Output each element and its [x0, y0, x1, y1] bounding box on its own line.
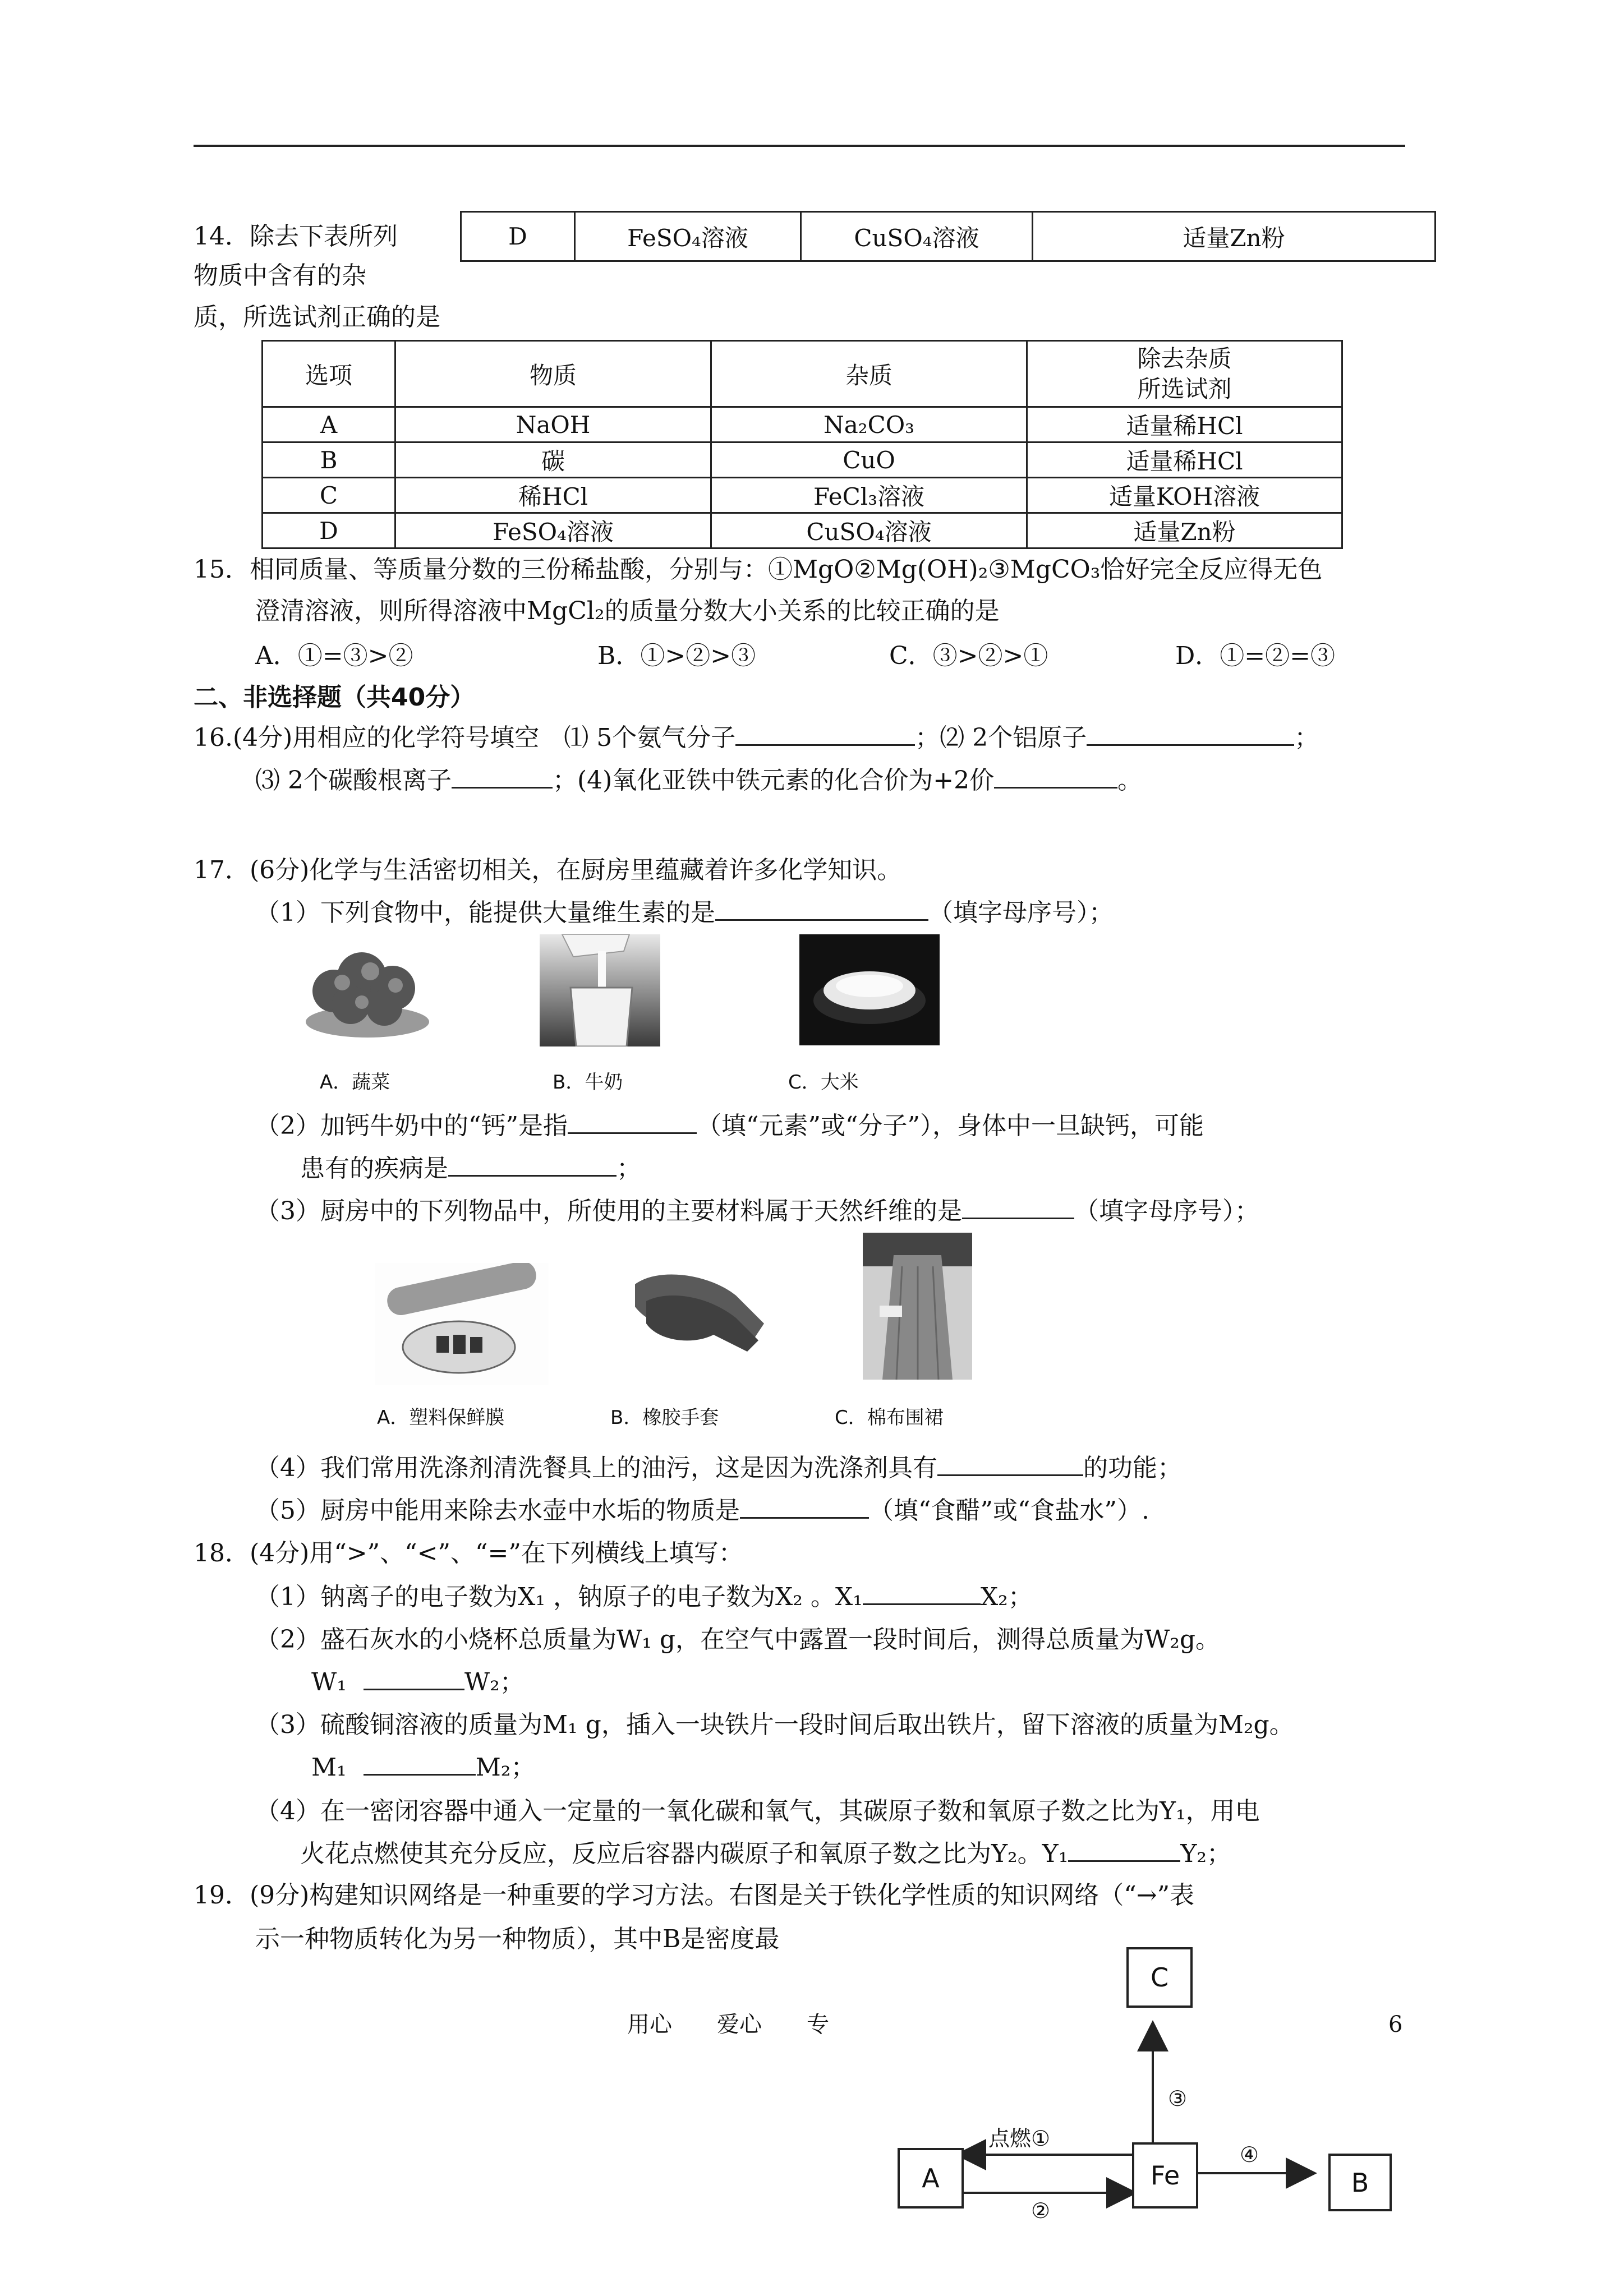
- cell-impurity: Na₂CO₃: [711, 407, 1027, 442]
- cell-substance: 碳: [395, 442, 711, 478]
- q14-table: [261, 340, 1343, 549]
- label-3: ③: [1168, 2086, 1188, 2111]
- q17-p2-end: ；: [617, 1154, 641, 1183]
- table-row: [263, 478, 1342, 513]
- q16-prompt-1: 16.(4分)用相应的化学符号填空 ⑴ 5个氨气分子: [194, 723, 736, 752]
- answer-blank[interactable]: [1087, 722, 1294, 746]
- q18-part-3: （3）硫酸铜溶液的质量为M₁ g，插入一块铁片一段时间后取出铁片，留下溶液的质量为M₂g。: [255, 1711, 1294, 1739]
- table-row: [263, 513, 1342, 548]
- q18-part-2-answer: [311, 1666, 525, 1699]
- answer-blank[interactable]: [740, 1495, 869, 1519]
- footer-text: 用心 爱心 专: [627, 2012, 829, 2037]
- cotton-apron-image: [863, 1233, 972, 1380]
- header-reagent-line-1: 除去杂质: [1137, 344, 1232, 372]
- node-b: B: [1328, 2154, 1392, 2211]
- q18-p3-right: M₂；: [475, 1753, 536, 1782]
- cell-substance: FeSO₄溶液: [395, 513, 711, 548]
- header-reagent-line-2: 所选试剂: [1137, 375, 1232, 403]
- q14-intro-line-2: 物质中含有的杂: [194, 261, 366, 290]
- q18-part-4: （4）在一密闭容器中通入一定量的一氧化碳和氧气，其碳原子数和氧原子数之比为Y₁，用电: [255, 1797, 1260, 1825]
- node-fe: Fe: [1132, 2142, 1198, 2209]
- cell-option: B: [263, 442, 395, 478]
- item-caption-b: B．橡胶手套: [610, 1407, 719, 1429]
- q17-part-3: [255, 1195, 1259, 1228]
- cell-option: D: [263, 513, 395, 548]
- cell-substance: NaOH: [395, 407, 711, 442]
- q14-intro-line-1: 14．除去下表所列: [194, 222, 398, 251]
- q15-option-a: A．①=③>②: [255, 642, 413, 670]
- q17-p2-hint: （填“元素”或“分子”），身体中一旦缺钙，可能: [696, 1112, 1204, 1140]
- cell-impurity: FeCl₃溶液: [711, 478, 1027, 513]
- q18-p2-left: W₁: [311, 1668, 347, 1696]
- answer-blank[interactable]: [735, 722, 915, 746]
- table-header-row: [263, 341, 1342, 407]
- q14-intro-line-3: 质，所选试剂正确的是: [194, 303, 440, 331]
- q16-prompt-3: ⑶ 2个碳酸根离子: [255, 766, 452, 795]
- q17-p3-hint: （填字母序号）；: [1074, 1197, 1259, 1225]
- header-option: 选项: [263, 341, 395, 407]
- q16-prompt-2: ；⑵ 2个铝原子: [915, 723, 1087, 752]
- q19-line-2: 示一种物质转化为另一种物质），其中B是密度最: [255, 1925, 780, 1953]
- q17-p5-hint: （填“食醋”或“食盐水”）.: [869, 1496, 1149, 1525]
- food-caption-a: A．蔬菜: [320, 1071, 390, 1094]
- food-caption-c: C．大米: [788, 1071, 859, 1094]
- answer-blank[interactable]: [1068, 1838, 1180, 1862]
- q18-stem: 18．(4分)用“>”、“<”、“=”在下列横线上填写：: [194, 1539, 743, 1567]
- answer-blank[interactable]: [452, 764, 553, 789]
- q17-p1-hint: （填字母序号）；: [928, 898, 1114, 927]
- rubber-gloves-image: [624, 1262, 774, 1363]
- food-caption-b: B．牛奶: [553, 1071, 623, 1094]
- answer-blank[interactable]: [364, 1666, 464, 1690]
- q16-line-2: [255, 764, 1142, 797]
- top-rule: [194, 145, 1405, 147]
- cell-impurity: CuO: [711, 442, 1027, 478]
- q17-part-1: [255, 896, 1114, 930]
- overlay-cell-reagent: 适量Zn粉: [1033, 212, 1436, 261]
- label-ignite-1: 点燃①: [988, 2126, 1051, 2151]
- q15-line-2: 澄清溶液，则所得溶液中MgCl₂的质量分数大小关系的比较正确的是: [255, 597, 1000, 625]
- q14-overlay-row-table: [460, 211, 1436, 262]
- q17-part-2-cont: [300, 1152, 641, 1186]
- q18-p4-prompt: 火花点燃使其充分反应，反应后容器内碳原子和氧原子数之比为Y₂。Y₁: [300, 1839, 1069, 1868]
- page-number: 6: [1388, 2012, 1403, 2037]
- q17-p3-prompt: （3）厨房中的下列物品中，所使用的主要材料属于天然纤维的是: [255, 1197, 962, 1225]
- answer-blank[interactable]: [994, 764, 1117, 789]
- answer-blank[interactable]: [962, 1195, 1074, 1219]
- q17-stem: 17．(6分)化学与生活密切相关，在厨房里蕴藏着许多化学知识。: [194, 856, 902, 884]
- q18-part-1: [255, 1580, 1033, 1614]
- item-caption-a: A．塑料保鲜膜: [377, 1407, 505, 1429]
- q19-line-1: 19．(9分)构建知识网络是一种重要的学习方法。右图是关于铁化学性质的知识网络（“→”表: [194, 1881, 1195, 1910]
- header-substance: 物质: [395, 341, 711, 407]
- answer-blank[interactable]: [448, 1152, 617, 1177]
- q18-part-3-answer: [311, 1751, 535, 1785]
- answer-blank[interactable]: [937, 1452, 1083, 1476]
- q17-p5-prompt: （5）厨房中能用来除去水壶中水垢的物质是: [255, 1496, 740, 1525]
- node-a: A: [898, 2148, 964, 2209]
- q18-p1-end: X₂；: [980, 1583, 1033, 1611]
- q17-part-4: [255, 1451, 1182, 1485]
- item-caption-c: C．棉布围裙: [835, 1407, 944, 1429]
- q15-line-1: 15．相同质量、等质量分数的三份稀盐酸，分别与：①MgO②Mg(OH)₂③MgCO₃恰好完全反应得无色: [194, 555, 1323, 584]
- q18-p4-end: Y₂；: [1180, 1839, 1232, 1868]
- cell-reagent: 适量Zn粉: [1027, 513, 1342, 548]
- cell-substance: 稀HCl: [395, 478, 711, 513]
- cell-reagent: 适量稀HCl: [1027, 442, 1342, 478]
- label-2: ②: [1031, 2198, 1051, 2223]
- q17-p4-end: 的功能；: [1083, 1454, 1182, 1482]
- q16-end: 。: [1117, 766, 1143, 795]
- q15-option-d: D．①=②=③: [1175, 642, 1336, 670]
- cell-option: A: [263, 407, 395, 442]
- table-row: [263, 407, 1342, 442]
- table-row: [263, 442, 1342, 478]
- header-impurity: 杂质: [711, 341, 1027, 407]
- overlay-cell-impurity: CuSO₄溶液: [801, 212, 1033, 261]
- q18-part-4-cont: [300, 1837, 1231, 1871]
- q17-p2-prompt: （2）加钙牛奶中的“钙”是指: [255, 1112, 568, 1140]
- q17-p2-prompt-2: 患有的疾病是: [300, 1154, 448, 1183]
- answer-blank[interactable]: [568, 1110, 697, 1134]
- q18-p1-prompt: （1）钠离子的电子数为X₁ ，钠原子的电子数为X₂ 。X₁: [255, 1583, 863, 1611]
- section-heading: 二、非选择题（共40分）: [194, 683, 475, 712]
- answer-blank[interactable]: [364, 1751, 476, 1776]
- cell-option: C: [263, 478, 395, 513]
- overlay-cell-option: D: [461, 212, 575, 261]
- cell-reagent: 适量KOH溶液: [1027, 478, 1342, 513]
- q16-prompt-4: ；(4)氧化亚铁中铁元素的化合价为+2价: [552, 766, 995, 795]
- q18-p2-right: W₂；: [464, 1668, 525, 1696]
- q15-option-b: B．①>②>③: [597, 642, 756, 670]
- q15-option-c: C．③>②>①: [889, 642, 1048, 670]
- q17-part-5: [255, 1494, 1149, 1528]
- milk-image: [540, 934, 660, 1046]
- q18-p3-left: M₁: [311, 1753, 347, 1782]
- q18-part-2: （2）盛石灰水的小烧杯总质量为W₁ g，在空气中露置一段时间后，测得总质量为W₂g。: [255, 1625, 1221, 1654]
- cell-reagent: 适量稀HCl: [1027, 407, 1342, 442]
- overlay-cell-substance: FeSO₄溶液: [575, 212, 801, 261]
- q17-p4-prompt: （4）我们常用洗涤剂清洗餐具上的油污，这是因为洗涤剂具有: [255, 1454, 937, 1482]
- q16-line-1: 16.(4分)用相应的化学符号填空 ⑴ 5个氨气分子 ；⑵ 2个铝原子 ；: [194, 721, 1319, 755]
- q17-p1-prompt: （1）下列食物中，能提供大量维生素的是: [255, 898, 715, 927]
- node-c: C: [1126, 1947, 1193, 2008]
- vegetable-image: [295, 938, 440, 1044]
- cell-impurity: CuSO₄溶液: [711, 513, 1027, 548]
- rice-image: [799, 934, 940, 1045]
- answer-blank[interactable]: [715, 897, 928, 921]
- answer-blank[interactable]: [863, 1581, 981, 1605]
- q17-part-2: [255, 1109, 1204, 1143]
- label-4: ④: [1240, 2142, 1259, 2167]
- plastic-wrap-image: [375, 1263, 549, 1385]
- header-reagent: [1027, 341, 1342, 407]
